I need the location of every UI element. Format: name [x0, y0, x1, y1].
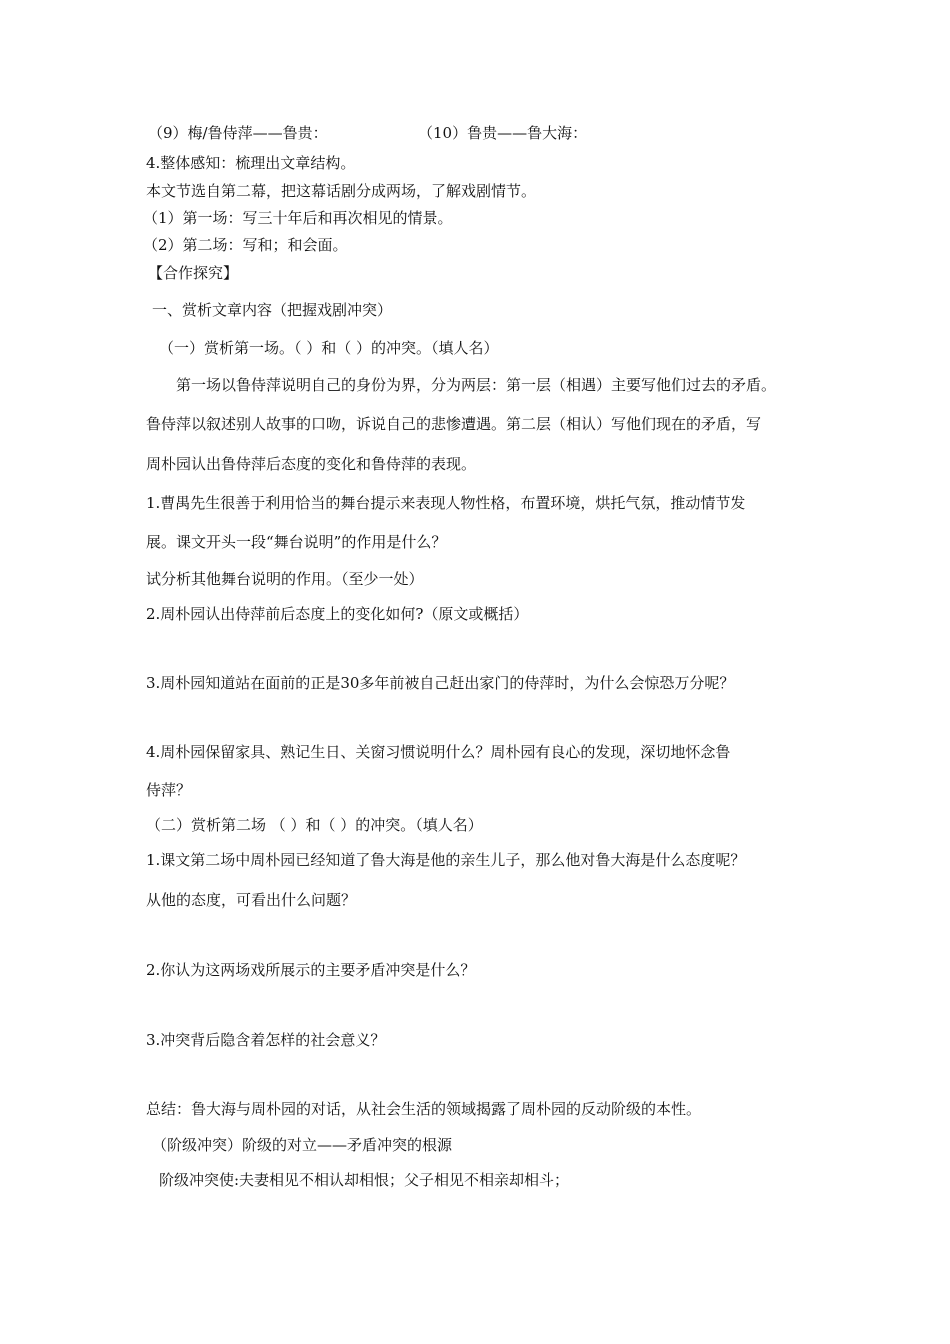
- scene-2-question-1-line-1: 1.课文第二场中周朴园已经知道了鲁大海是他的亲生儿子，那么他对鲁大海是什么态度呢？: [146, 851, 746, 869]
- question-1-line-2: 展。课文开头一段“舞台说明”的作用是什么？: [146, 533, 447, 551]
- part-1-heading: 一、赏析文章内容（把握戏剧冲突）: [152, 301, 393, 319]
- paragraph-line-1: 第一场以鲁侍萍说明自己的身份为界，分为两层：第一层（相遇）主要写他们过去的矛盾。: [176, 376, 777, 394]
- question-4-line-1: 4.周朴园保留家具、熟记生日、关窗习惯说明什么？周朴园有良心的发现，深切地怀念鲁: [146, 743, 731, 761]
- subsection-2-heading: （二）赏析第二场 （ ）和（ ）的冲突。（填人名）: [146, 816, 483, 834]
- scene-2-question-2: 2.你认为这两场戏所展示的主要矛盾冲突是什么？: [146, 961, 476, 979]
- scene-2-summary: （2）第二场：写和；和会面。: [143, 236, 348, 254]
- section-4-heading: 4.整体感知：梳理出文章结构。: [146, 154, 356, 172]
- relation-item-9: （9）梅/鲁侍萍——鲁贵：: [148, 124, 328, 142]
- question-1-line-1: 1.曹禺先生很善于利用恰当的舞台提示来表现人物性格，布置环境，烘托气氛，推动情节发: [146, 494, 746, 512]
- intro-text: 本文节选自第二幕，把这幕话剧分成两场，了解戏剧情节。: [146, 182, 537, 200]
- question-2: 2.周朴园认出侍萍前后态度上的变化如何?（原文或概括）: [146, 605, 529, 623]
- scene-2-question-1-line-2: 从他的态度，可看出什么问题？: [146, 891, 357, 909]
- cooperative-inquiry-heading: 【合作探究】: [148, 264, 239, 282]
- question-1-line-3: 试分析其他舞台说明的作用。（至少一处）: [146, 570, 424, 588]
- paragraph-line-3: 周朴园认出鲁侍萍后态度的变化和鲁侍萍的表现。: [146, 455, 477, 473]
- scene-1-summary: （1）第一场：写三十年后和再次相见的情景。: [143, 209, 453, 227]
- relation-item-10: （10）鲁贵——鲁大海：: [418, 124, 588, 142]
- class-conflict-line-1: （阶级冲突）阶级的对立——矛盾冲突的根源: [152, 1136, 453, 1154]
- class-conflict-line-2: 阶级冲突使:夫妻相见不相认却相恨；父子相见不相亲却相斗；: [159, 1171, 570, 1189]
- scene-2-question-3: 3.冲突背后隐含着怎样的社会意义？: [146, 1031, 386, 1049]
- subsection-1-heading: （一）赏析第一场。（ ）和（ ）的冲突。（填人名）: [159, 339, 499, 357]
- character-relations-row: [148, 123, 588, 143]
- question-3: 3.周朴园知道站在面前的正是30多年前被自己赶出家门的侍萍时，为什么会惊恐万分呢？: [146, 674, 735, 692]
- summary-text: 总结：鲁大海与周朴园的对话，从社会生活的领域揭露了周朴园的反动阶级的本性。: [146, 1100, 702, 1118]
- question-4-line-2: 侍萍？: [146, 781, 192, 799]
- paragraph-line-2: 鲁侍萍以叙述别人故事的口吻，诉说自己的悲惨遭遇。第二层（相认）写他们现在的矛盾，写: [146, 415, 762, 433]
